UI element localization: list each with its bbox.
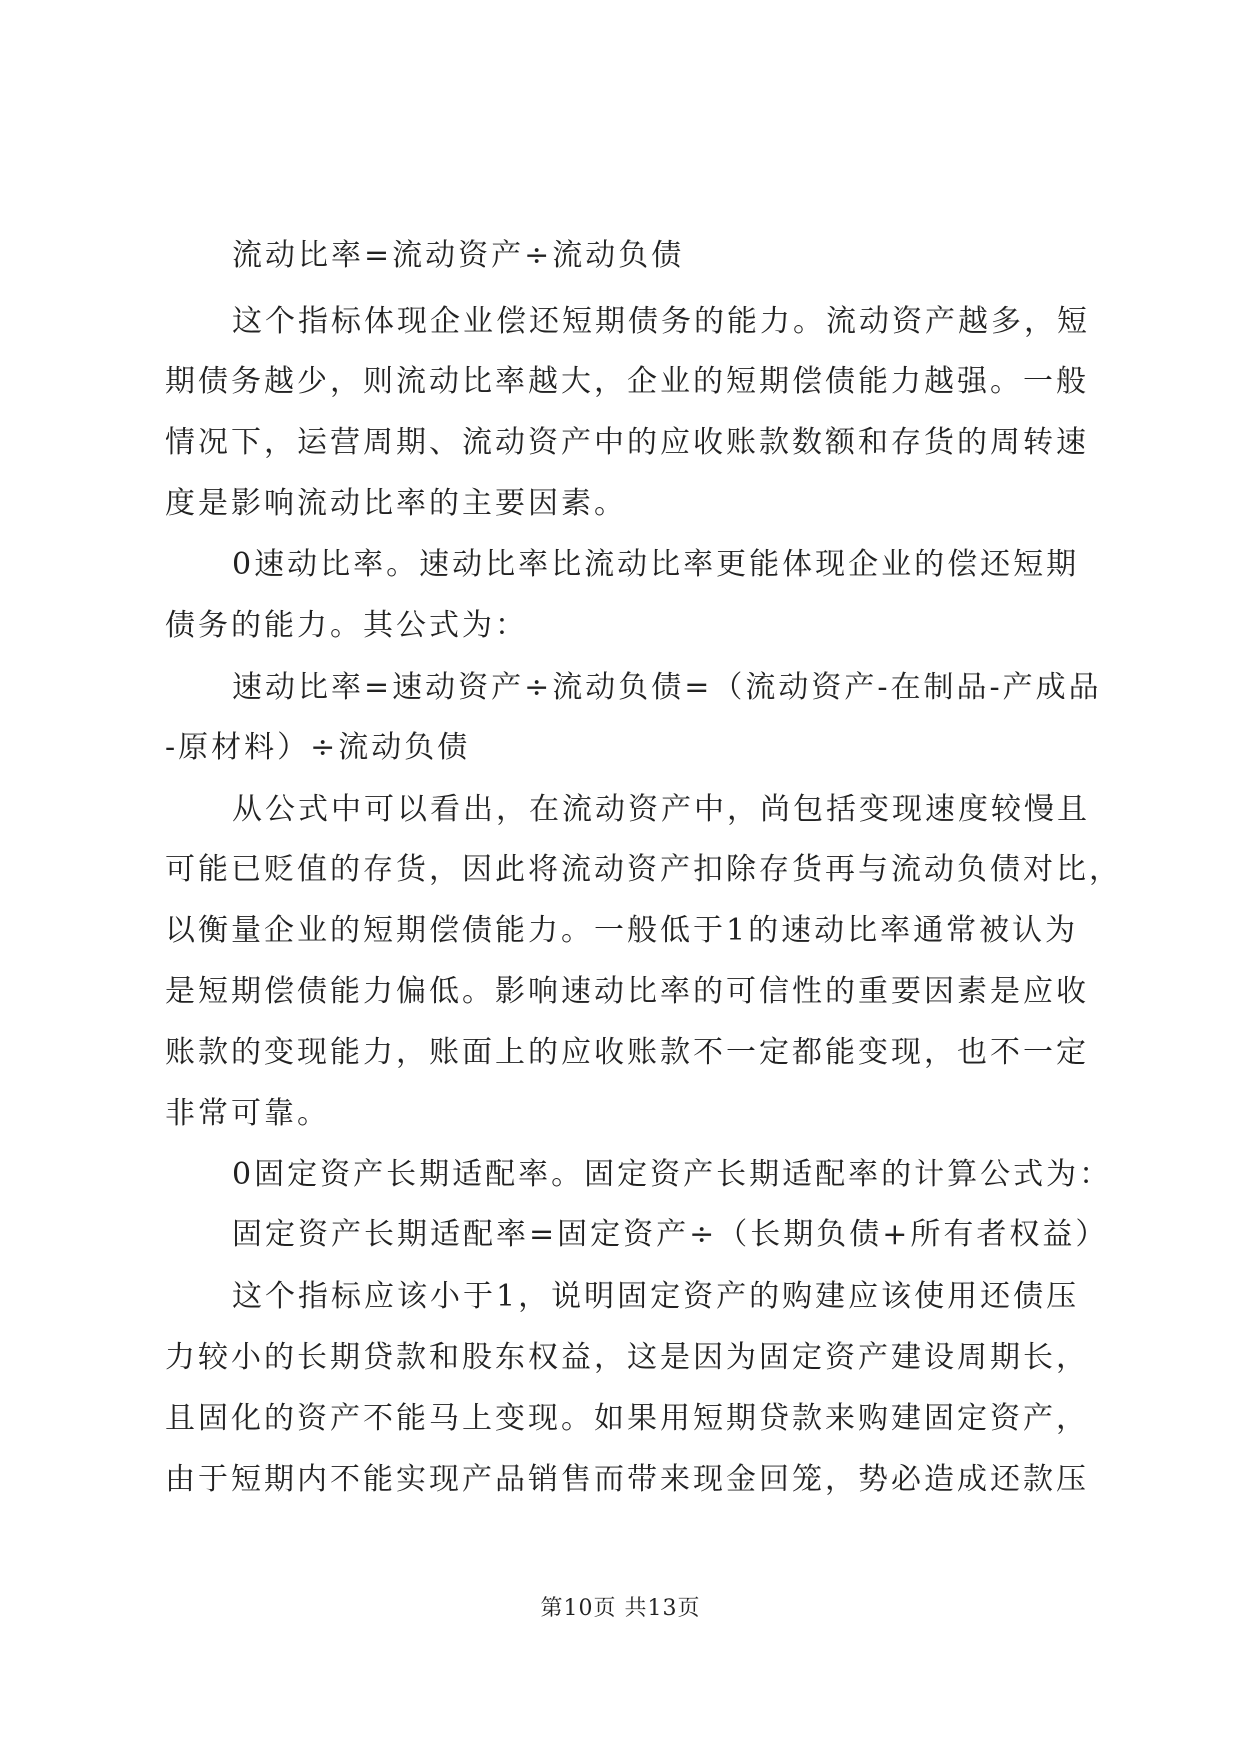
text-line: 可能已贬值的存货，因此将流动资产扣除存货再与流动负债对比，: [165, 852, 1122, 887]
text-line: 这个指标应该小于1，说明固定资产的购建应该使用还债压: [232, 1279, 1080, 1314]
text-line: 且固化的资产不能马上变现。如果用短期贷款来购建固定资产，: [165, 1401, 1089, 1436]
text-line: 期债务越少，则流动比率越大，企业的短期偿债能力越强。一般: [165, 364, 1089, 399]
text-line: 情况下，运营周期、流动资产中的应收账款数额和存货的周转速: [165, 425, 1089, 460]
text-line: 流动比率=流动资产÷流动负债: [232, 238, 685, 273]
text-line: 非常可靠。: [165, 1096, 330, 1131]
text-line: 这个指标体现企业偿还短期债务的能力。流动资产越多，短: [232, 304, 1090, 339]
text-line: 从公式中可以看出，在流动资产中，尚包括变现速度较慢且: [232, 792, 1090, 827]
text-line: 债务的能力。其公式为：: [165, 608, 528, 643]
text-line: 力较小的长期贷款和股东权益，这是因为固定资产建设周期长，: [165, 1340, 1089, 1375]
text-line: 固定资产长期适配率=固定资产÷（长期负债+所有者权益）: [232, 1217, 1109, 1252]
text-line: 速动比率=速动资产÷流动负债=（流动资产-在制品-产成品: [232, 670, 1102, 705]
page-number-footer: 第10页 共13页: [540, 1596, 701, 1621]
text-line: 账款的变现能力，账面上的应收账款不一定都能变现，也不一定: [165, 1035, 1089, 1070]
text-line: 由于短期内不能实现产品销售而带来现金回笼，势必造成还款压: [165, 1462, 1089, 1497]
text-line: -原材料）÷流动负债: [165, 730, 471, 765]
text-line: 以衡量企业的短期偿债能力。一般低于1的速动比率通常被认为: [165, 913, 1079, 948]
text-line: 0固定资产长期适配率。固定资产长期适配率的计算公式为：: [232, 1157, 1113, 1192]
text-line: 度是影响流动比率的主要因素。: [165, 486, 627, 521]
text-line: 0速动比率。速动比率比流动比率更能体现企业的偿还短期: [232, 547, 1080, 582]
text-line: 是短期偿债能力偏低。影响速动比率的可信性的重要因素是应收: [165, 974, 1089, 1009]
